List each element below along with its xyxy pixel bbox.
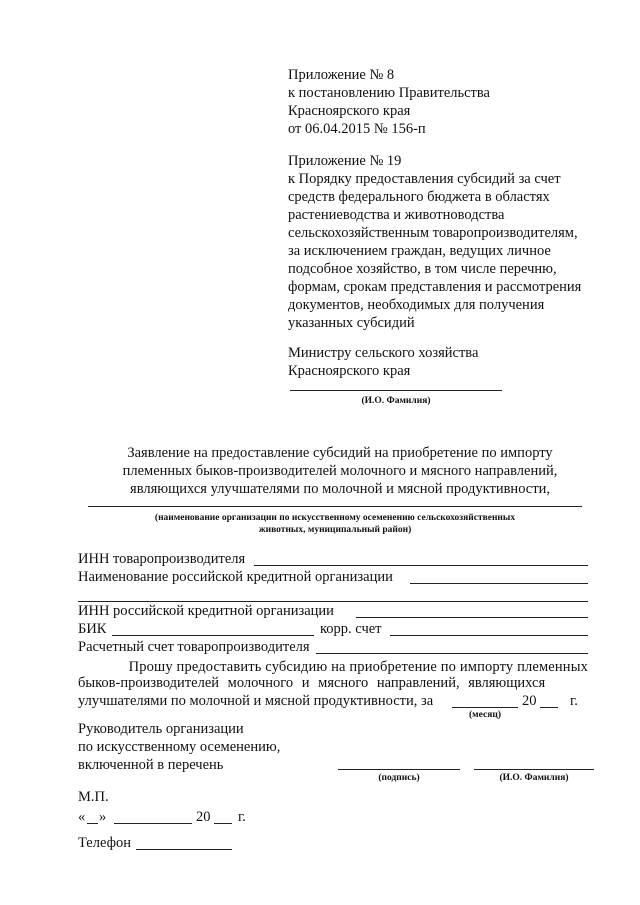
account-label: Расчетный счет товаропроизводителя: [78, 639, 310, 655]
inn-producer-field[interactable]: [254, 565, 588, 566]
date-year-prefix: 20: [196, 809, 211, 825]
appendix-19-header: [288, 152, 581, 332]
appendix-19-line: за исключением граждан, ведущих личное: [288, 243, 551, 259]
date-close-quote: »: [99, 809, 107, 825]
date-month-field[interactable]: [114, 823, 192, 824]
date-year-suffix: г.: [238, 809, 246, 825]
bik-label: БИК: [78, 621, 107, 637]
bank-inn-field[interactable]: [356, 617, 588, 618]
signature-line: Руководитель организации: [78, 721, 244, 737]
year-field[interactable]: [540, 707, 558, 708]
date-year-field[interactable]: [214, 823, 232, 824]
appendix-19-line: к Порядку предоставления субсидий за счет: [288, 171, 561, 187]
appendix-19-line: формам, срокам представления и рассмотрения: [288, 279, 582, 295]
stamp-label: М.П.: [78, 789, 109, 805]
signature-caption: (подпись): [378, 773, 420, 783]
inn-producer-label: ИНН товаропроизводителя: [78, 551, 246, 567]
addressee-name-line[interactable]: [290, 390, 502, 391]
appendix-8-line: Красноярского края: [288, 103, 411, 119]
month-field[interactable]: [452, 707, 518, 708]
corr-account-field[interactable]: [390, 635, 588, 636]
signature-block: [78, 720, 280, 774]
request-line-2: быков-производителей молочного и мясного направлений, являющихся: [78, 675, 546, 691]
organization-name-line[interactable]: [88, 506, 582, 507]
appendix-19-line: указанных субсидий: [288, 315, 415, 331]
title-line: племенных быков-производителей молочного и мясного направлений,: [122, 463, 558, 479]
signer-name-field[interactable]: [474, 769, 594, 770]
year-suffix: г.: [570, 693, 578, 709]
request-line-3: улучшателями по молочной и мясной продуктивности, за: [78, 693, 434, 709]
signer-name-caption: (И.О. Фамилия): [499, 773, 569, 783]
addressee-caption: (И.О. Фамилия): [361, 396, 431, 406]
signature-line: по искусственному осеменению,: [78, 739, 281, 755]
date-open-quote: «: [78, 809, 86, 825]
appendix-19-line: подсобное хозяйство, в том числе перечню,: [288, 261, 557, 277]
appendix-8-header: [288, 66, 490, 138]
addressee-block: [288, 344, 478, 380]
account-field[interactable]: [316, 653, 588, 654]
appendix-19-line: средств федерального бюджета в областях: [288, 189, 550, 205]
appendix-8-line: Приложение № 8: [288, 67, 395, 83]
bik-field[interactable]: [112, 635, 314, 636]
phone-field[interactable]: [136, 849, 232, 850]
appendix-19-line: растениеводства и животноводства: [288, 207, 505, 223]
signature-line: включенной в перечень: [78, 757, 224, 773]
year-prefix: 20: [522, 693, 537, 709]
organization-caption-2: животных, муниципальный район): [258, 525, 412, 535]
date-day-field[interactable]: [87, 823, 98, 824]
addressee-line: Красноярского края: [288, 363, 411, 379]
bank-inn-label: ИНН российской кредитной организации: [78, 603, 334, 619]
application-title: [40, 444, 640, 498]
month-caption: (месяц): [469, 710, 501, 720]
phone-label: Телефон: [78, 835, 131, 851]
appendix-19-line: сельскохозяйственным товаропроизводителям,: [288, 225, 578, 241]
title-line: являющихся улучшателями по молочной и мясной продуктивности,: [130, 481, 550, 497]
appendix-8-line: от 06.04.2015 № 156-п: [288, 121, 426, 137]
appendix-19-line: Приложение № 19: [288, 153, 402, 169]
bank-name-field[interactable]: [410, 583, 588, 584]
appendix-19-line: документов, необходимых для получения: [288, 297, 545, 313]
appendix-8-line: к постановлению Правительства: [288, 85, 490, 101]
title-line: Заявление на предоставление субсидий на приобретение по импорту: [127, 445, 553, 461]
bank-name-label: Наименование российской кредитной организации: [78, 569, 393, 585]
signature-field[interactable]: [338, 769, 460, 770]
request-line-1: Прошу предоставить субсидию на приобретение по импорту племенных: [128, 659, 588, 675]
organization-caption-1: (наименование организации по искусственному осеменению сельскохозяйственных: [154, 513, 516, 523]
corr-account-label: корр. счет: [320, 621, 382, 637]
addressee-line: Министру сельского хозяйства: [288, 345, 479, 361]
